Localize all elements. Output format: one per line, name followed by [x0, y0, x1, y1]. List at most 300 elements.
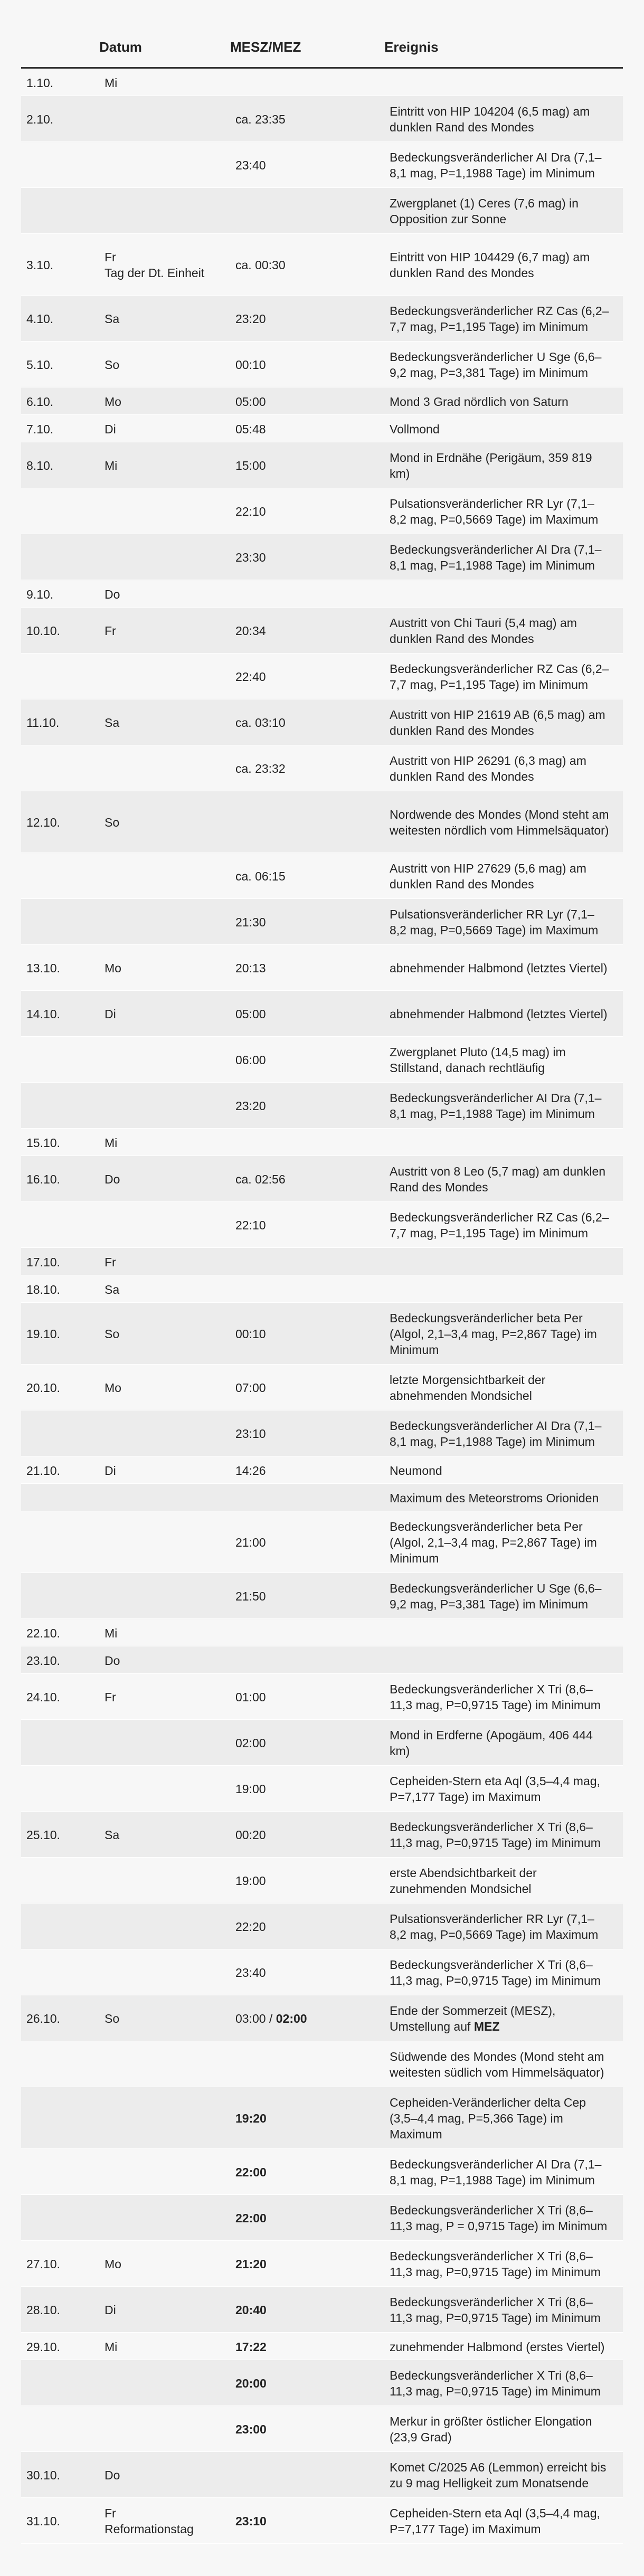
event-cell — [384, 1275, 623, 1303]
time-bold-text: 20:40 — [235, 2303, 267, 2317]
date-cell-text: 22.10. — [26, 1626, 60, 1640]
weekday-cell — [99, 1303, 230, 1365]
weekday-cell — [99, 1275, 230, 1303]
time-cell-text: ca. 00:30 — [235, 258, 286, 272]
event-cell-text: Komet C/2025 A6 (Lemmon) erreicht bis zu 9 mag Helligkeit zum Monatsende — [390, 2460, 607, 2490]
weekday-cell — [99, 1812, 230, 1858]
event-cell — [384, 2360, 623, 2406]
time-cell-text: 00:20 — [235, 1828, 266, 1842]
time-cell — [230, 1456, 384, 1484]
weekday-cell — [99, 654, 230, 699]
event-cell — [384, 580, 623, 608]
date-cell-text: 26.10. — [26, 2012, 60, 2025]
weekday-cell-text: Mi — [105, 2340, 118, 2354]
table-row — [21, 488, 623, 534]
date-cell — [21, 1456, 99, 1484]
table-row — [21, 2360, 623, 2406]
time-cell — [230, 2406, 384, 2452]
date-cell-text: 18.10. — [26, 1282, 60, 1296]
table-row — [21, 991, 623, 1037]
event-cell — [384, 188, 623, 234]
event-cell — [384, 2087, 623, 2149]
table-row — [21, 1720, 623, 1766]
date-cell — [21, 699, 99, 745]
time-cell — [230, 1903, 384, 1949]
time-cell-text: 20:34 — [235, 624, 266, 638]
event-cell-text: Cepheiden-Stern eta Aql (3,5–4,4 mag, P=7,177 Tage) im Maximum — [390, 1774, 600, 1804]
weekday-cell — [99, 2452, 230, 2498]
date-cell — [21, 415, 99, 442]
date-cell-text: 19.10. — [26, 1327, 60, 1341]
table-row — [21, 1365, 623, 1410]
event-cell — [384, 1365, 623, 1410]
weekday-cell — [99, 415, 230, 442]
event-cell-text: Bedeckungsveränderlicher AI Dra (7,1–8,1 mag, P=1,1988 Tage) im Minimum — [390, 543, 602, 572]
weekday-cell-text: Fr — [105, 1690, 116, 1704]
event-cell — [384, 699, 623, 745]
event-cell-text: Ende der Sommerzeit (MESZ), Umstellung auf — [390, 2004, 556, 2033]
weekday-cell — [99, 2041, 230, 2087]
time-cell — [230, 791, 384, 853]
table-row — [21, 2087, 623, 2149]
date-cell — [21, 853, 99, 899]
time-cell — [230, 1275, 384, 1303]
event-cell — [384, 2041, 623, 2087]
date-cell — [21, 1511, 99, 1573]
date-cell — [21, 745, 99, 791]
event-cell-text: Bedeckungsveränderlicher AI Dra (7,1–8,1 mag, P=1,1988 Tage) im Minimum — [390, 2157, 602, 2187]
event-cell — [384, 745, 623, 791]
event-cell-text: Vollmond — [390, 422, 440, 436]
event-cell-text: Neumond — [390, 1463, 442, 1478]
event-cell-text: Nordwende des Mondes (Mond steht am weitesten nördlich vom Himmelsäquator) — [390, 808, 609, 837]
table-row — [21, 2452, 623, 2498]
date-cell — [21, 1037, 99, 1083]
event-cell — [384, 2406, 623, 2452]
event-cell — [384, 1037, 623, 1083]
table-header — [21, 0, 623, 68]
table-row — [21, 654, 623, 699]
time-cell — [230, 1949, 384, 1995]
event-cell-text: Bedeckungsveränderlicher X Tri (8,6–11,3 mag, P=0,9715 Tage) im Minimum — [390, 1820, 601, 1850]
time-cell — [230, 142, 384, 188]
date-cell — [21, 1646, 99, 1674]
time-cell — [230, 1410, 384, 1456]
date-cell — [21, 991, 99, 1037]
time-cell-text: 22:10 — [235, 505, 266, 518]
table-row — [21, 296, 623, 342]
weekday-cell-text: Mi — [105, 459, 118, 472]
weekday-cell — [99, 1365, 230, 1410]
weekday-cell — [99, 853, 230, 899]
table-row — [21, 1903, 623, 1949]
weekday-cell-text: Mo — [105, 1381, 121, 1395]
time-cell — [230, 1995, 384, 2041]
event-cell-text: Bedeckungsveränderlicher beta Per (Algol, 2,1–3,4 mag, P=2,867 Tage) im Minimum — [390, 1311, 597, 1357]
date-cell — [21, 1156, 99, 1202]
date-cell-text: 8.10. — [26, 459, 54, 472]
time-cell — [230, 1858, 384, 1903]
date-cell — [21, 1858, 99, 1903]
event-cell — [384, 387, 623, 415]
date-cell — [21, 234, 99, 296]
table-row — [21, 1248, 623, 1275]
event-cell-text: Bedeckungsveränderlicher X Tri (8,6–11,3 mag, P=0,9715 Tage) im Minimum — [390, 2249, 601, 2279]
date-cell — [21, 2406, 99, 2452]
weekday-cell — [99, 234, 230, 296]
event-cell — [384, 1720, 623, 1766]
weekday-cell — [99, 1410, 230, 1456]
event-cell — [384, 1511, 623, 1573]
time-cell — [230, 654, 384, 699]
event-cell — [384, 1858, 623, 1903]
weekday-cell — [99, 2333, 230, 2360]
weekday-cell — [99, 1202, 230, 1248]
date-cell — [21, 791, 99, 853]
header-event: Ereignis — [384, 0, 623, 68]
time-cell-text: 15:00 — [235, 459, 266, 472]
event-cell — [384, 2149, 623, 2195]
event-cell — [384, 1202, 623, 1248]
table-row — [21, 1619, 623, 1646]
weekday-cell — [99, 899, 230, 945]
weekday-cell-text: Sa — [105, 1282, 120, 1296]
time-cell — [230, 2333, 384, 2360]
event-cell-text: Südwende des Mondes (Mond steht am weitesten südlich vom Himmelsäquator) — [390, 2050, 604, 2079]
weekday-cell — [99, 387, 230, 415]
time-cell-text: 23:30 — [235, 551, 266, 564]
date-cell — [21, 2452, 99, 2498]
time-cell — [230, 442, 384, 488]
date-cell — [21, 899, 99, 945]
date-cell — [21, 1365, 99, 1410]
event-cell — [384, 442, 623, 488]
date-cell — [21, 2333, 99, 2360]
time-cell-text: 07:00 — [235, 1381, 266, 1395]
weekday-cell — [99, 1037, 230, 1083]
time-bold-text: 23:10 — [235, 2514, 267, 2528]
event-cell-text: Pulsationsveränderlicher RR Lyr (7,1–8,2 mag, P=0,5669 Tage) im Maximum — [390, 497, 599, 526]
time-cell — [230, 699, 384, 745]
weekday-cell — [99, 2149, 230, 2195]
event-cell — [384, 899, 623, 945]
date-cell — [21, 387, 99, 415]
table-row — [21, 2195, 623, 2241]
date-cell — [21, 1202, 99, 1248]
event-cell — [384, 1812, 623, 1858]
date-cell — [21, 96, 99, 142]
event-cell — [384, 1995, 623, 2041]
time-cell-text: 14:26 — [235, 1463, 266, 1478]
date-cell — [21, 1766, 99, 1812]
weekday-cell — [99, 296, 230, 342]
date-cell — [21, 608, 99, 654]
date-cell — [21, 2041, 99, 2087]
event-cell-text: Austritt von HIP 27629 (5,6 mag) am dunklen Rand des Mondes — [390, 861, 586, 891]
weekday-cell — [99, 608, 230, 654]
events-table — [21, 0, 623, 2544]
weekday-cell-text: Mo — [105, 2257, 121, 2271]
event-cell — [384, 1646, 623, 1674]
event-cell — [384, 1456, 623, 1484]
time-cell — [230, 608, 384, 654]
weekday-cell-text: Mi — [105, 1135, 118, 1150]
event-cell-text: erste Abendsichtbarkeit der zunehmenden Mondsichel — [390, 1866, 537, 1896]
weekday-cell-text: Do — [105, 2468, 120, 2482]
weekday-cell — [99, 1766, 230, 1812]
event-cell — [384, 96, 623, 142]
weekday-cell — [99, 1248, 230, 1275]
time-cell — [230, 2241, 384, 2287]
date-cell — [21, 1903, 99, 1949]
date-cell — [21, 1619, 99, 1646]
event-cell-text: Austritt von 8 Leo (5,7 mag) am dunklen Rand des Mondes — [390, 1164, 606, 1194]
date-cell — [21, 2360, 99, 2406]
time-cell — [230, 68, 384, 96]
time-cell-text: 05:00 — [235, 1007, 266, 1021]
time-cell — [230, 234, 384, 296]
date-cell — [21, 1995, 99, 2041]
weekday-cell — [99, 2498, 230, 2544]
event-cell-text: Bedeckungsveränderlicher AI Dra (7,1–8,1 mag, P=1,1988 Tage) im Minimum — [390, 150, 602, 180]
weekday-cell — [99, 442, 230, 488]
weekday-cell-text: So — [105, 816, 120, 829]
weekday-cell-text: Mi — [105, 75, 118, 90]
table-body — [21, 68, 623, 2544]
weekday-cell — [99, 699, 230, 745]
time-cell — [230, 1083, 384, 1129]
time-cell-text: 23:40 — [235, 158, 266, 172]
time-cell-text: ca. 23:35 — [235, 112, 286, 126]
weekday-cell — [99, 1646, 230, 1674]
event-cell-text: Mond in Erdnähe (Perigäum, 359 819 km) — [390, 451, 592, 480]
weekday-cell — [99, 945, 230, 991]
event-cell-text: Bedeckungsveränderlicher AI Dra (7,1–8,1 mag, P=1,1988 Tage) im Minimum — [390, 1091, 602, 1121]
time-bold-text: 02:00 — [276, 2012, 307, 2025]
event-cell-text: Zwergplanet (1) Ceres (7,6 mag) in Opposition zur Sonne — [390, 196, 579, 226]
event-cell-text: Bedeckungsveränderlicher beta Per (Algol, 2,1–3,4 mag, P=2,867 Tage) im Minimum — [390, 1520, 597, 1565]
table-row — [21, 2287, 623, 2333]
weekday-cell-text: Mo — [105, 961, 121, 975]
weekday-cell — [99, 2406, 230, 2452]
date-cell-text: 10.10. — [26, 624, 60, 638]
date-cell-text: 5.10. — [26, 358, 54, 372]
date-cell-text: 20.10. — [26, 1381, 60, 1395]
time-cell — [230, 2195, 384, 2241]
table-row — [21, 342, 623, 387]
time-cell-text: 06:00 — [235, 1053, 266, 1067]
time-cell — [230, 2360, 384, 2406]
date-cell — [21, 580, 99, 608]
weekday-cell — [99, 1720, 230, 1766]
time-cell — [230, 1484, 384, 1511]
time-cell-text: 01:00 — [235, 1690, 266, 1704]
table-row — [21, 853, 623, 899]
event-cell-text: Bedeckungsveränderlicher U Sge (6,6–9,2 mag, P=3,381 Tage) im Minimum — [390, 350, 602, 380]
time-cell — [230, 1674, 384, 1720]
date-cell — [21, 296, 99, 342]
table-row — [21, 1511, 623, 1573]
date-cell-text: 28.10. — [26, 2303, 60, 2317]
date-cell — [21, 1573, 99, 1619]
weekday-cell — [99, 2360, 230, 2406]
time-cell — [230, 1129, 384, 1156]
event-cell — [384, 2287, 623, 2333]
weekday-cell-text: Di — [105, 422, 116, 436]
weekday-cell-text: Di — [105, 2303, 116, 2317]
event-cell-text: Merkur in größter östlicher Elongation (23,9 Grad) — [390, 2414, 592, 2444]
time-cell-text: 21:00 — [235, 1536, 266, 1549]
weekday-cell-text: Di — [105, 1463, 116, 1478]
time-cell — [230, 1037, 384, 1083]
date-cell — [21, 442, 99, 488]
event-cell — [384, 2498, 623, 2544]
weekday-cell — [99, 1573, 230, 1619]
event-cell-text: Pulsationsveränderlicher RR Lyr (7,1–8,2 mag, P=0,5669 Tage) im Maximum — [390, 1912, 599, 1942]
event-cell — [384, 534, 623, 580]
event-cell-text: Zwergplanet Pluto (14,5 mag) im Stillstand, danach rechtläufig — [390, 1045, 566, 1075]
event-cell — [384, 945, 623, 991]
time-cell — [230, 534, 384, 580]
weekday-cell — [99, 2241, 230, 2287]
date-cell-text: 29.10. — [26, 2340, 60, 2354]
table-row — [21, 2041, 623, 2087]
weekday-cell — [99, 991, 230, 1037]
table-row — [21, 2406, 623, 2452]
table-row — [21, 1083, 623, 1129]
time-bold-text: 22:00 — [235, 2211, 267, 2225]
table-row — [21, 699, 623, 745]
time-cell — [230, 415, 384, 442]
date-cell — [21, 2149, 99, 2195]
date-cell — [21, 945, 99, 991]
time-cell-text: 02:00 — [235, 1736, 266, 1750]
weekday-cell — [99, 68, 230, 96]
event-cell-text: Bedeckungsveränderlicher X Tri (8,6–11,3 mag, P=0,9715 Tage) im Minimum — [390, 1958, 601, 1987]
time-bold-text: 17:22 — [235, 2340, 267, 2354]
time-cell — [230, 2149, 384, 2195]
date-cell — [21, 1303, 99, 1365]
weekday-cell — [99, 1858, 230, 1903]
weekday-cell — [99, 1083, 230, 1129]
date-cell — [21, 1083, 99, 1129]
time-cell — [230, 387, 384, 415]
date-cell — [21, 2241, 99, 2287]
weekday-cell-text: Sa — [105, 716, 120, 730]
date-cell — [21, 2087, 99, 2149]
table-row — [21, 387, 623, 415]
table-row — [21, 188, 623, 234]
table-row — [21, 415, 623, 442]
table-row — [21, 945, 623, 991]
time-cell-text: 22:10 — [235, 1218, 266, 1232]
table-row — [21, 1484, 623, 1511]
date-cell — [21, 1248, 99, 1275]
table-row — [21, 2149, 623, 2195]
date-cell-text: 23.10. — [26, 1653, 60, 1668]
time-cell — [230, 1511, 384, 1573]
event-cell — [384, 2241, 623, 2287]
table-row — [21, 534, 623, 580]
event-cell-text: Maximum des Meteorstroms Orioniden — [390, 1491, 599, 1505]
weekday-cell-text: Sa — [105, 312, 120, 326]
date-cell — [21, 1410, 99, 1456]
time-cell — [230, 1573, 384, 1619]
time-bold-text: 21:20 — [235, 2257, 267, 2271]
date-cell-text: 17.10. — [26, 1255, 60, 1269]
event-cell — [384, 234, 623, 296]
time-cell-text: 19:00 — [235, 1782, 266, 1796]
weekday-cell — [99, 534, 230, 580]
date-cell — [21, 142, 99, 188]
event-cell-text: letzte Morgensichtbarkeit der abnehmenden Mondsichel — [390, 1373, 546, 1403]
header-time: MESZ/MEZ — [230, 0, 384, 68]
weekday-cell — [99, 580, 230, 608]
table-row — [21, 791, 623, 853]
event-cell — [384, 1303, 623, 1365]
event-cell — [384, 1674, 623, 1720]
time-cell — [230, 188, 384, 234]
table-row — [21, 2333, 623, 2360]
time-cell-text: 23:40 — [235, 1966, 266, 1980]
time-cell-text: 00:10 — [235, 358, 266, 372]
table-row — [21, 1812, 623, 1858]
header-datum: Datum — [99, 0, 230, 68]
date-cell-text: 30.10. — [26, 2468, 60, 2482]
event-cell — [384, 853, 623, 899]
event-cell — [384, 654, 623, 699]
date-cell-text: 31.10. — [26, 2514, 60, 2528]
event-cell-text: Bedeckungsveränderlicher RZ Cas (6,2–7,7 mag, P=1,195 Tage) im Minimum — [390, 1210, 609, 1240]
table-row — [21, 1456, 623, 1484]
event-cell-text: Cepheiden-Veränderlicher delta Cep (3,5–4,4 mag, P=5,366 Tage) im Maximum — [390, 2096, 586, 2141]
date-cell-text: 15.10. — [26, 1135, 60, 1150]
event-cell — [384, 791, 623, 853]
weekday-cell-text: Do — [105, 1172, 120, 1186]
table-row — [21, 1646, 623, 1674]
time-cell-text: 23:20 — [235, 312, 266, 326]
date-cell — [21, 534, 99, 580]
weekday-cell — [99, 1619, 230, 1646]
time-cell-text: 05:00 — [235, 394, 266, 409]
event-cell-text: Bedeckungsveränderlicher X Tri (8,6–11,3 mag, P = 0,9715 Tage) im Minimum — [390, 2203, 608, 2233]
date-cell-text: 3.10. — [26, 258, 54, 272]
time-cell — [230, 2498, 384, 2544]
event-cell-text: Mond in Erdferne (Apogäum, 406 444 km) — [390, 1728, 593, 1758]
date-cell-text: 21.10. — [26, 1463, 60, 1478]
time-bold-text: 23:00 — [235, 2422, 267, 2436]
weekday-cell — [99, 1903, 230, 1949]
event-cell — [384, 2195, 623, 2241]
date-cell — [21, 488, 99, 534]
weekday-cell — [99, 2195, 230, 2241]
table-row — [21, 1275, 623, 1303]
event-cell — [384, 1949, 623, 1995]
time-cell-text: ca. 03:10 — [235, 716, 286, 730]
weekday-cell — [99, 791, 230, 853]
table-row — [21, 234, 623, 296]
weekday-cell — [99, 188, 230, 234]
time-cell — [230, 1619, 384, 1646]
weekday-cell — [99, 1156, 230, 1202]
table-row — [21, 1156, 623, 1202]
time-cell — [230, 945, 384, 991]
date-cell — [21, 1484, 99, 1511]
weekday-cell — [99, 342, 230, 387]
event-cell-text: Eintritt von HIP 104204 (6,5 mag) am dunklen Rand des Mondes — [390, 105, 590, 134]
event-cell — [384, 1619, 623, 1646]
table-row — [21, 1858, 623, 1903]
